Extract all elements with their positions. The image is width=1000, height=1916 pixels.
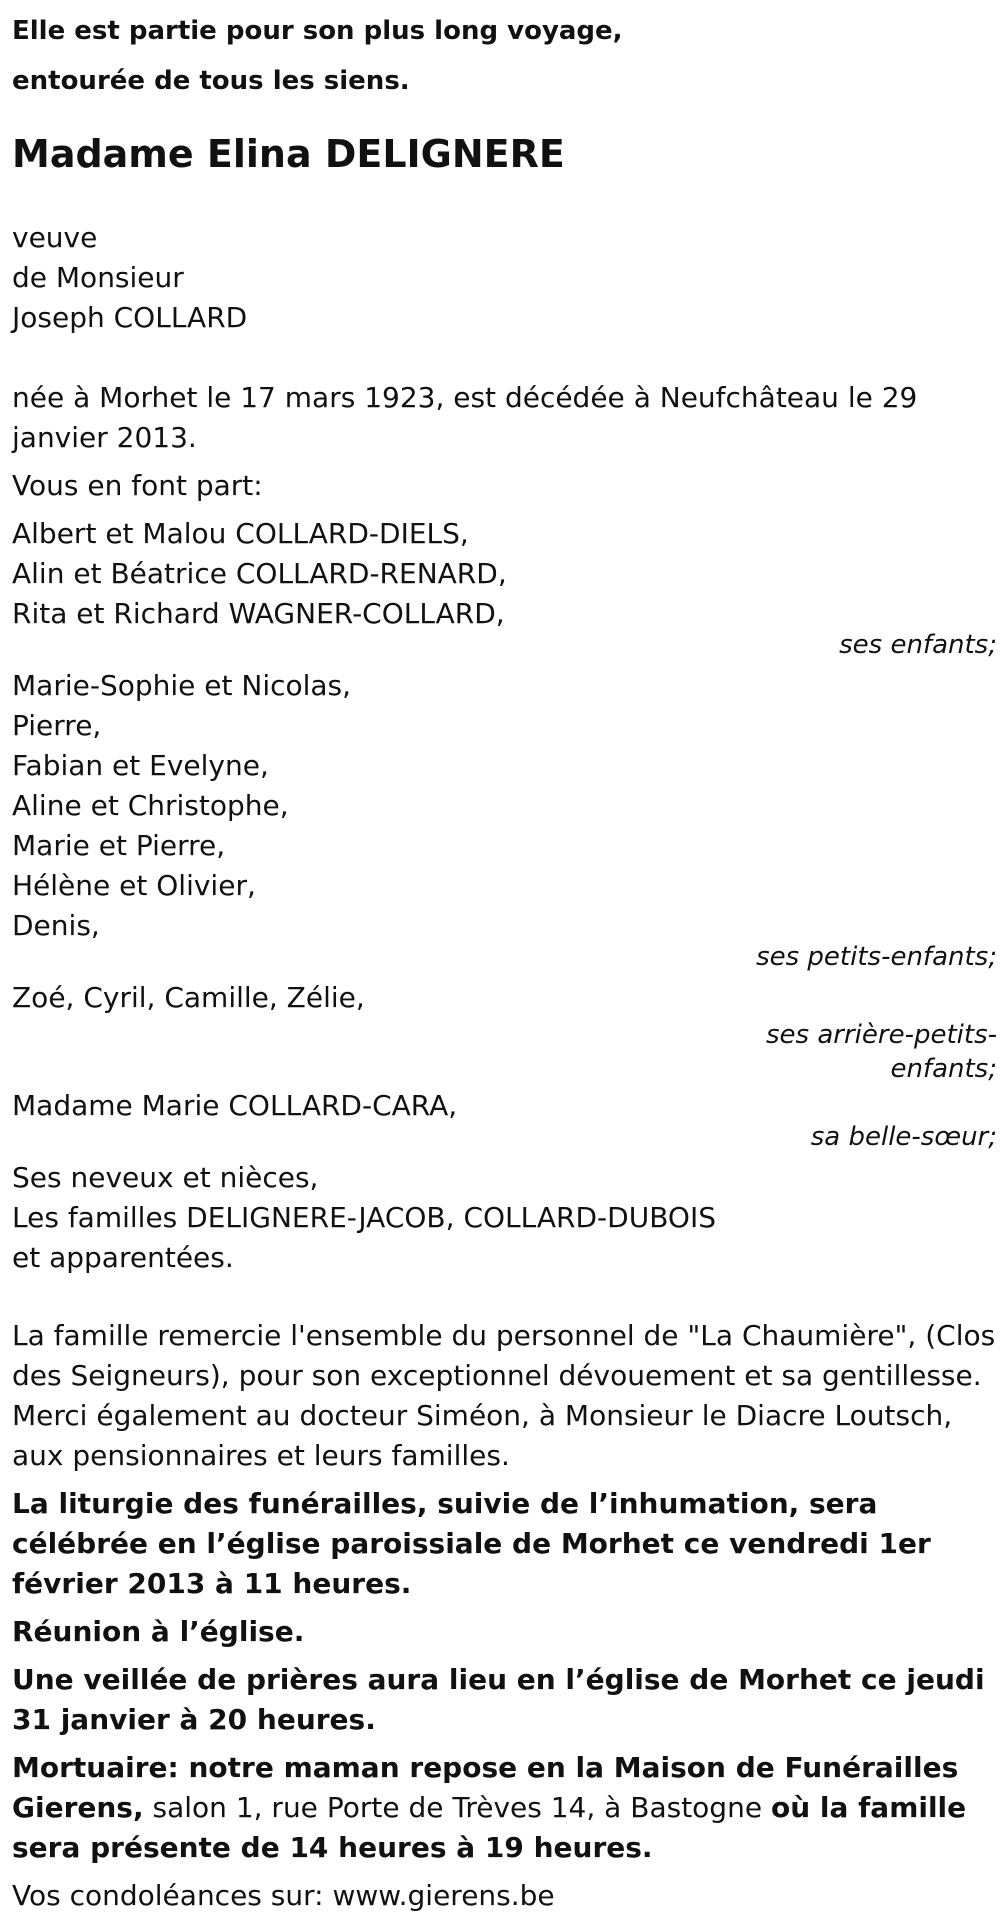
other-relatives-line-3: et apparentées. xyxy=(12,1241,234,1274)
sister-in-law-name: Madame Marie COLLARD-CARA, xyxy=(12,1089,458,1122)
mortuary-part-2: salon 1, rue Porte de Trèves 14, à Bastogne xyxy=(143,1791,771,1824)
condolences-info: Vos condoléances sur: www.gierens.be xyxy=(12,1879,555,1912)
sister-in-law-group xyxy=(12,1086,997,1154)
great-grandchildren-role-line-2: enfants; xyxy=(890,1054,997,1084)
meeting-info: Réunion à l’église. xyxy=(12,1615,305,1648)
great-grandchildren-role-line-1: ses arrière-petits- xyxy=(766,1020,997,1050)
widow-line-1: veuve xyxy=(12,221,98,254)
grandchild-name: Aline et Christophe, xyxy=(12,789,289,822)
great-grandchildren-group xyxy=(12,978,997,1086)
grandchildren-role: ses petits-enfants; xyxy=(756,942,997,972)
thanks-paragraph: La famille remercie l'ensemble du personnel de "La Chaumière", (Clos des Seigneurs), pour son exceptionnel dévouement et sa gentillesse. Merci également au docteur Siméon, à Monsieur le Diacre Loutsch, aux pensionnaires et leurs familles. xyxy=(12,1319,996,1472)
obituary-column xyxy=(12,0,997,1916)
other-relatives xyxy=(12,1158,997,1278)
mortuary-part-1: Mortuaire: notre maman repose en la Maison de Funérailles Gierens, xyxy=(12,1751,959,1824)
grandchild-name: Denis, xyxy=(12,909,100,942)
grandchild-name: Pierre, xyxy=(12,709,102,742)
vigil-info: Une veillée de prières aura lieu en l’église de Morhet ce jeudi 31 janvier à 20 heures. xyxy=(12,1663,985,1736)
deceased-name: Madame Elina DELIGNERE xyxy=(12,132,565,176)
intro-text xyxy=(12,0,997,106)
widow-line-2: de Monsieur xyxy=(12,261,184,294)
sister-in-law-role: sa belle-sœur; xyxy=(810,1122,997,1152)
mortuary-info xyxy=(12,1748,997,1868)
child-name: Rita et Richard WAGNER-COLLARD, xyxy=(12,597,505,630)
grandchild-name: Marie et Pierre, xyxy=(12,829,226,862)
announce-label: Vous en font part: xyxy=(12,469,263,502)
great-grandchildren-names: Zoé, Cyril, Camille, Zélie, xyxy=(12,981,365,1014)
grandchild-name: Fabian et Evelyne, xyxy=(12,749,269,782)
funeral-info: La liturgie des funérailles, suivie de l’inhumation, sera célébrée en l’église paroissiale de Morhet ce vendredi 1er février 2013 à 11 heures. xyxy=(12,1487,931,1600)
grandchild-name: Hélène et Olivier, xyxy=(12,869,256,902)
widow-of xyxy=(12,218,997,338)
child-name: Alin et Béatrice COLLARD-RENARD, xyxy=(12,557,507,590)
intro-line-1: Elle est partie pour son plus long voyage, xyxy=(12,16,623,46)
other-relatives-line-1: Ses neveux et nièces, xyxy=(12,1161,319,1194)
grandchildren-group xyxy=(12,666,997,974)
children-group xyxy=(12,514,997,662)
birth-death-info: née à Morhet le 17 mars 1923, est décédée à Neufchâteau le 29 janvier 2013. xyxy=(12,381,918,454)
great-grandchildren-role xyxy=(12,1018,997,1086)
mortuary-part-3: où la famille sera présente de 14 heures à 19 heures. xyxy=(12,1791,967,1864)
intro-line-2: entourée de tous les siens. xyxy=(12,66,410,96)
widow-line-3: Joseph COLLARD xyxy=(12,301,248,334)
other-relatives-line-2: Les familles DELIGNERE-JACOB, COLLARD-DUBOIS xyxy=(12,1201,716,1234)
grandchild-name: Marie-Sophie et Nicolas, xyxy=(12,669,352,702)
children-role: ses enfants; xyxy=(839,630,997,660)
child-name: Albert et Malou COLLARD-DIELS, xyxy=(12,517,469,550)
